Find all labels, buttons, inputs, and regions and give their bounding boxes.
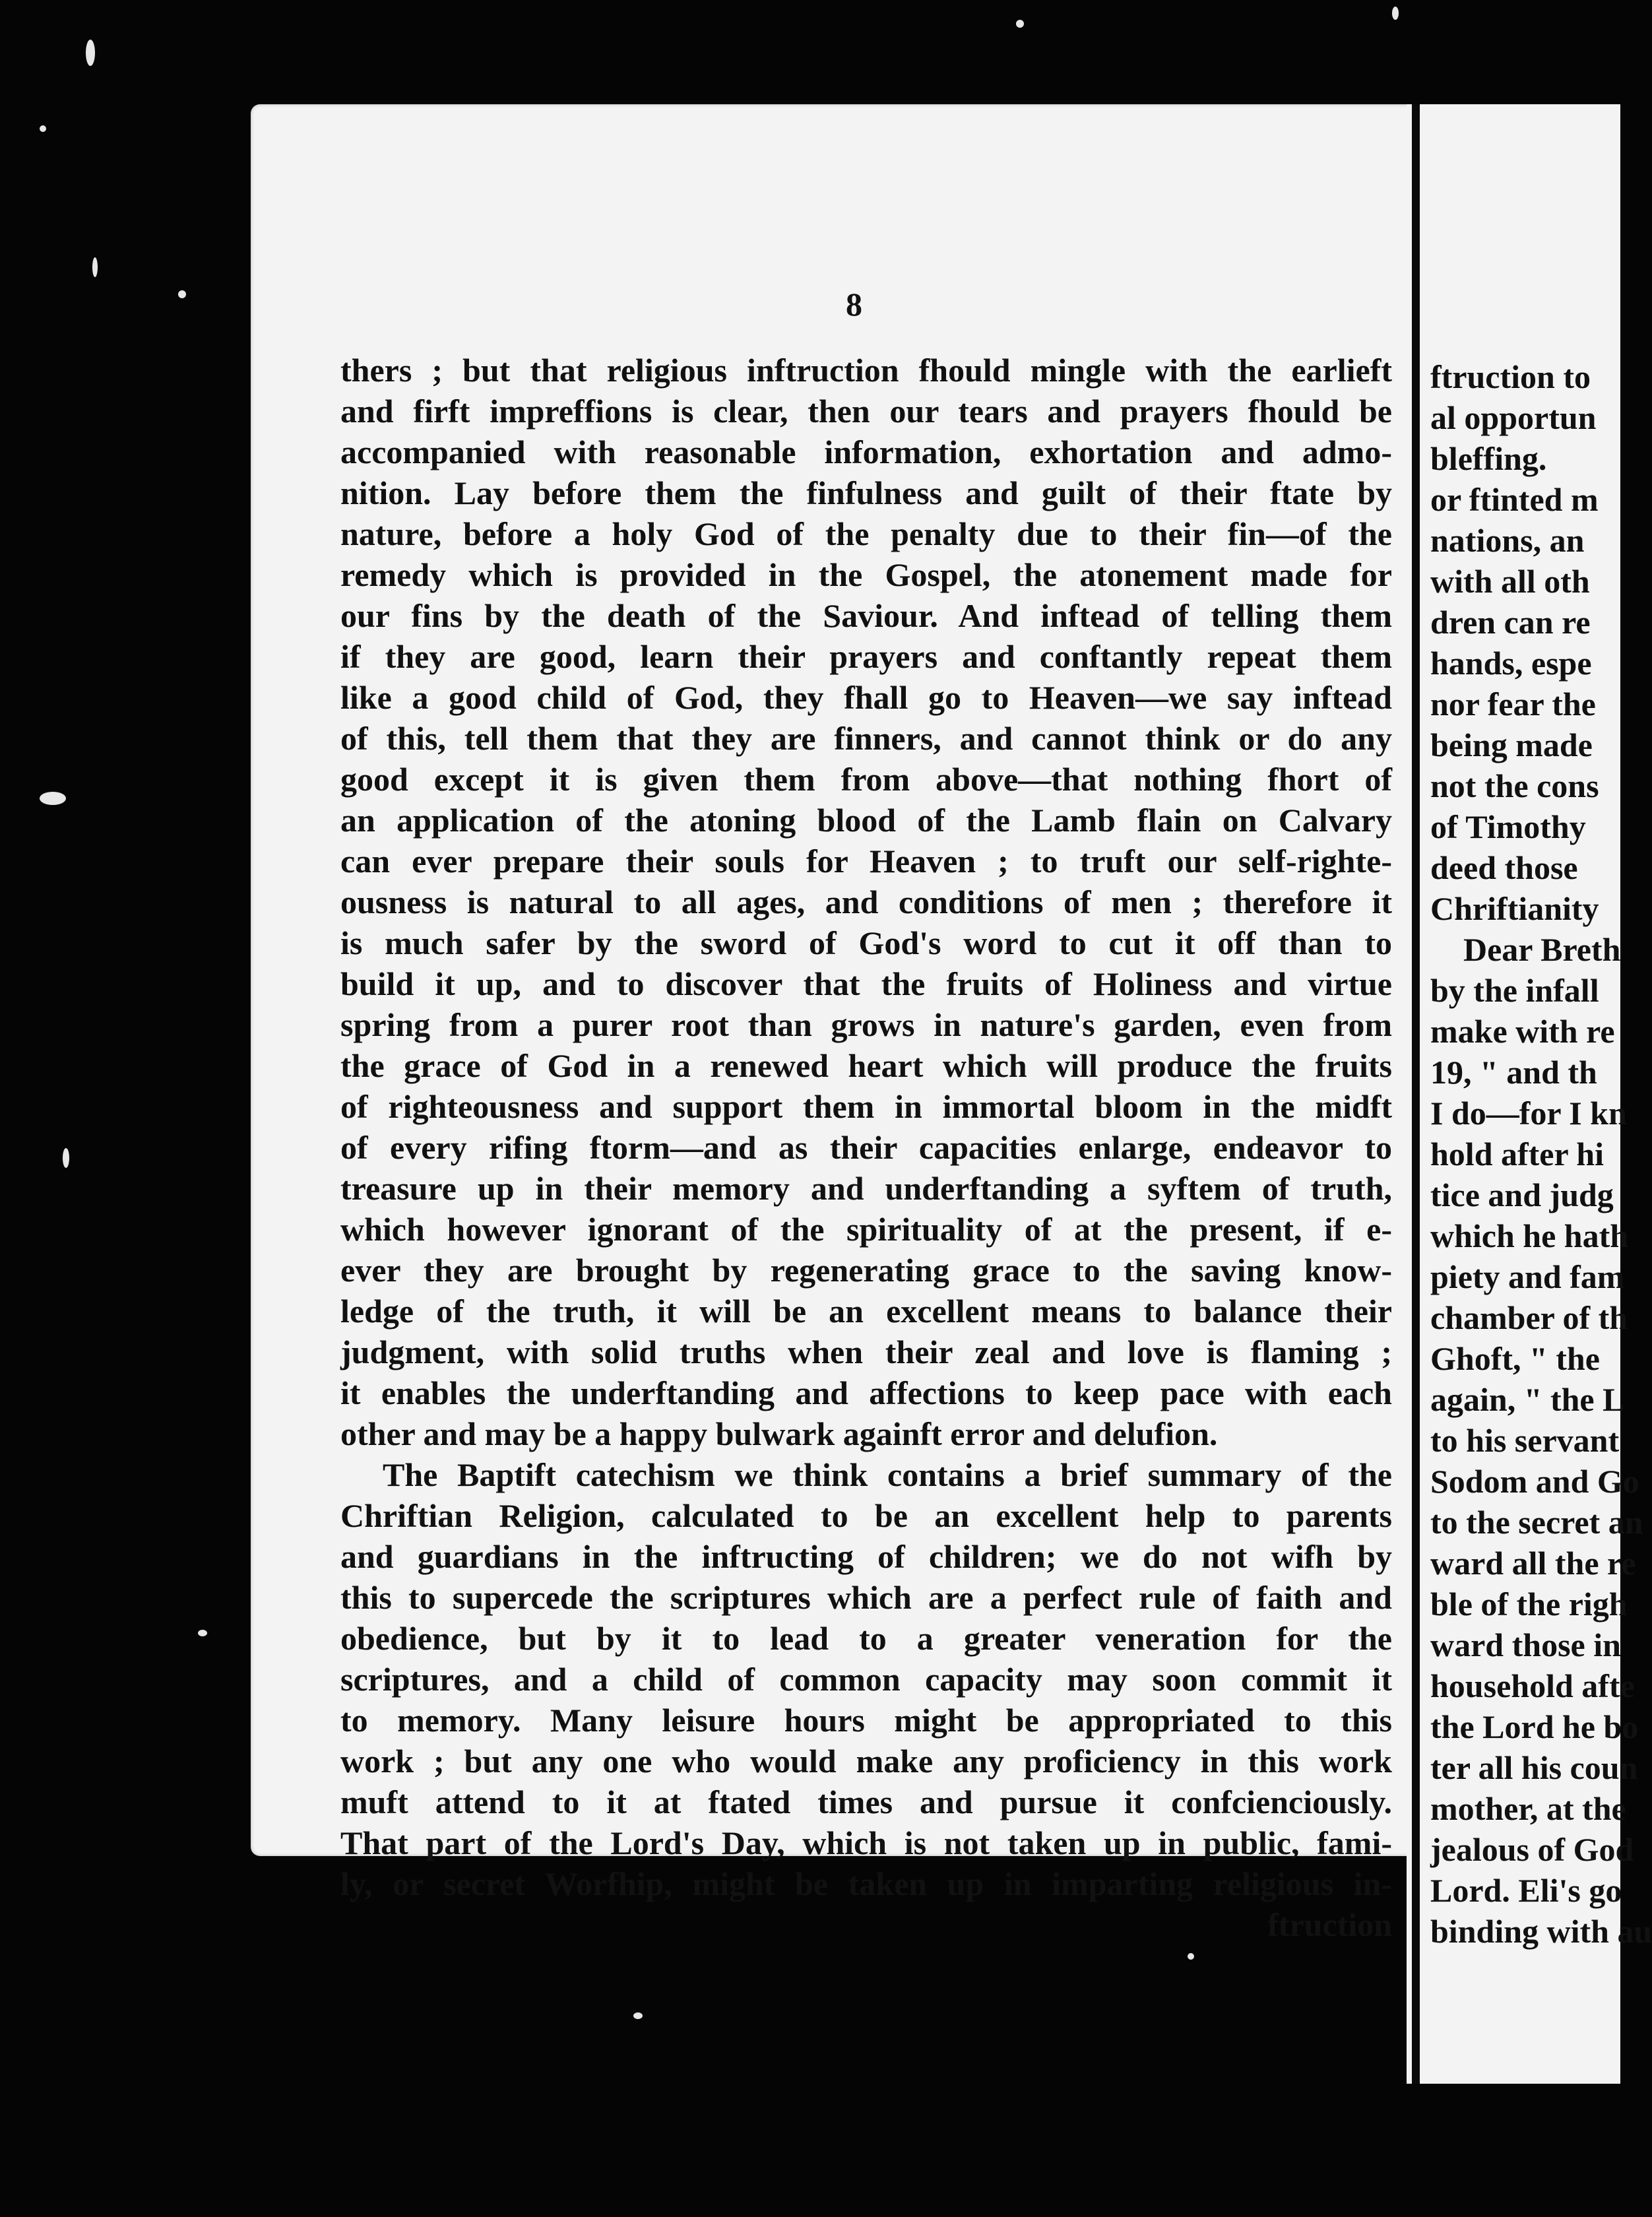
main-text-block xyxy=(340,350,1392,1945)
text-line: it enables the underftanding and affections to keep pace with each xyxy=(340,1374,1392,1411)
text-line: obedience, but by it to lead to a greater veneration for the xyxy=(340,1620,1392,1657)
facing-text-line: Sodom and Go xyxy=(1430,1463,1639,1500)
text-line: and guardians in the inftructing of children; we do not wifh by xyxy=(340,1538,1392,1575)
text-line: the grace of God in a renewed heart which will produce the fruits xyxy=(340,1047,1392,1084)
text-line: That part of the Lord's Day, which is not taken up in public, fami- xyxy=(340,1824,1392,1861)
text-line: which however ignorant of the spirituality of at the present, if e- xyxy=(340,1211,1392,1248)
text-line: ly, or secret Worfhip, might be taken up in imparting religious in- xyxy=(340,1865,1392,1902)
facing-text-line: al opportun xyxy=(1430,399,1597,436)
dust-speck xyxy=(1392,7,1399,20)
text-line: Chriftian Religion, calculated to be an excellent help to parents xyxy=(340,1497,1392,1534)
dust-speck xyxy=(178,290,186,298)
facing-text-line: the Lord he bo xyxy=(1430,1708,1639,1745)
text-line: muft attend to it at ftated times and pursue it confcienciously. xyxy=(340,1783,1392,1820)
text-line: of every rifing ftorm—and as their capacities enlarge, endeavor to xyxy=(340,1129,1392,1166)
book-gutter xyxy=(1412,104,1420,2084)
dust-speck xyxy=(1188,1953,1194,1960)
text-line: and firft impreffions is clear, then our tears and prayers fhould be xyxy=(340,393,1392,430)
facing-text-line: jealous of God xyxy=(1430,1831,1634,1868)
facing-text-line: ward all the re xyxy=(1430,1545,1636,1582)
facing-text-line: to the secret an xyxy=(1430,1504,1643,1541)
text-line: build it up, and to discover that the fruits of Holiness and virtue xyxy=(340,965,1392,1002)
text-line: spring from a purer root than grows in nature's garden, even from xyxy=(340,1006,1392,1043)
text-line: our fins by the death of the Saviour. And inftead of telling them xyxy=(340,597,1392,634)
facing-text-line: piety and fam xyxy=(1430,1258,1625,1295)
text-line: scriptures, and a child of common capacity may soon commit it xyxy=(340,1661,1392,1698)
text-line: judgment, with solid truths when their zeal and love is flaming ; xyxy=(340,1333,1392,1370)
dust-speck xyxy=(92,257,98,277)
text-line: treasure up in their memory and underftanding a syftem of truth, xyxy=(340,1170,1392,1207)
facing-text-line: of Timothy xyxy=(1430,808,1586,845)
dust-speck xyxy=(86,40,95,66)
text-line: ftruction xyxy=(1267,1906,1392,1943)
facing-text-line: deed those xyxy=(1430,849,1578,886)
text-line: ousness is natural to all ages, and conditions of men ; therefore it xyxy=(340,884,1392,920)
dust-speck xyxy=(198,1630,207,1636)
text-line: thers ; but that religious inftruction fhould mingle with the earlieft xyxy=(340,352,1392,389)
facing-text-line: ward those in xyxy=(1430,1626,1621,1663)
facing-text-line: household afte xyxy=(1430,1667,1635,1704)
facing-text-line: being made xyxy=(1430,726,1593,763)
text-line: can ever prepare their souls for Heaven ; to truft our self-righte- xyxy=(340,843,1392,880)
text-line: of righteousness and support them in immortal bloom in the midft xyxy=(340,1088,1392,1125)
text-line: remedy which is provided in the Gospel, the atonement made for xyxy=(340,556,1392,593)
dust-speck xyxy=(1016,20,1024,28)
page-number: 8 xyxy=(846,286,862,323)
facing-text-line: ble of the righ xyxy=(1430,1586,1628,1623)
dust-speck xyxy=(63,1148,69,1168)
text-line: work ; but any one who would make any proficiency in this work xyxy=(340,1743,1392,1780)
text-line: this to supercede the scriptures which are a perfect rule of faith and xyxy=(340,1579,1392,1616)
text-line: nature, before a holy God of the penalty due to their fin—of the xyxy=(340,515,1392,552)
text-line: other and may be a happy bulwark againft error and delufion. xyxy=(340,1415,1218,1452)
text-line: nition. Lay before them the finfulness and guilt of their ftate by xyxy=(340,474,1392,511)
text-line: good except it is given them from above—that nothing fhort of xyxy=(340,761,1392,798)
facing-text-line: not the cons xyxy=(1430,767,1599,804)
dust-speck xyxy=(40,792,66,805)
facing-text-line: again, " the L xyxy=(1430,1381,1625,1418)
facing-text-line: 19, " and th xyxy=(1430,1054,1597,1091)
facing-text-line: with all oth xyxy=(1430,563,1590,600)
text-line: if they are good, learn their prayers and conftantly repeat them xyxy=(340,638,1392,675)
text-line: is much safer by the sword of God's word to cut it off than to xyxy=(340,924,1392,961)
facing-page-text-fragment xyxy=(1430,356,1652,1952)
facing-text-line: or ftinted m xyxy=(1430,481,1599,518)
facing-text-line: to his servant xyxy=(1430,1422,1620,1459)
facing-text-line: bleffing. xyxy=(1430,440,1547,477)
dust-speck xyxy=(633,2012,643,2019)
facing-text-line: hands, espe xyxy=(1430,645,1592,682)
facing-text-line: tice and judg xyxy=(1430,1176,1614,1213)
text-line: of this, tell them that they are finners, and cannot think or do any xyxy=(340,720,1392,757)
facing-text-line: I do—for I kn xyxy=(1430,1095,1627,1132)
text-line: to memory. Many leisure hours might be appropriated to this xyxy=(340,1702,1392,1739)
facing-text-line: make with re xyxy=(1430,1013,1615,1050)
facing-text-line: ftruction to xyxy=(1430,358,1591,395)
facing-text-line: hold after hi xyxy=(1430,1136,1604,1173)
text-line: ledge of the truth, it will be an excellent means to balance their xyxy=(340,1293,1392,1330)
text-line: The Baptift catechism we think contains a brief summary of the xyxy=(383,1456,1392,1493)
facing-text-line: binding with au xyxy=(1430,1913,1652,1950)
facing-text-line: by the infall xyxy=(1430,972,1599,1009)
facing-text-line: Dear Breth xyxy=(1463,931,1621,968)
facing-text-line: Chriftianity xyxy=(1430,890,1599,927)
text-line: ever they are brought by regenerating grace to the saving know- xyxy=(340,1252,1392,1289)
facing-text-line: dren can re xyxy=(1430,604,1591,641)
facing-text-line: Lord. Eli's go xyxy=(1430,1872,1622,1909)
facing-text-line: ter all his coun xyxy=(1430,1749,1638,1786)
text-line: an application of the atoning blood of the Lamb flain on Calvary xyxy=(340,802,1392,839)
facing-text-line: nations, an xyxy=(1430,522,1585,559)
facing-text-line: mother, at the xyxy=(1430,1790,1626,1827)
facing-text-line: Ghoft, " the xyxy=(1430,1340,1600,1377)
facing-text-line: which he hath xyxy=(1430,1217,1629,1254)
text-line: like a good child of God, they fhall go to Heaven—we say inftead xyxy=(340,679,1392,716)
text-line: accompanied with reasonable information, exhortation and admo- xyxy=(340,434,1392,470)
facing-text-line: nor fear the xyxy=(1430,686,1596,723)
dust-speck xyxy=(40,125,46,132)
facing-text-line: chamber of th xyxy=(1430,1299,1628,1336)
